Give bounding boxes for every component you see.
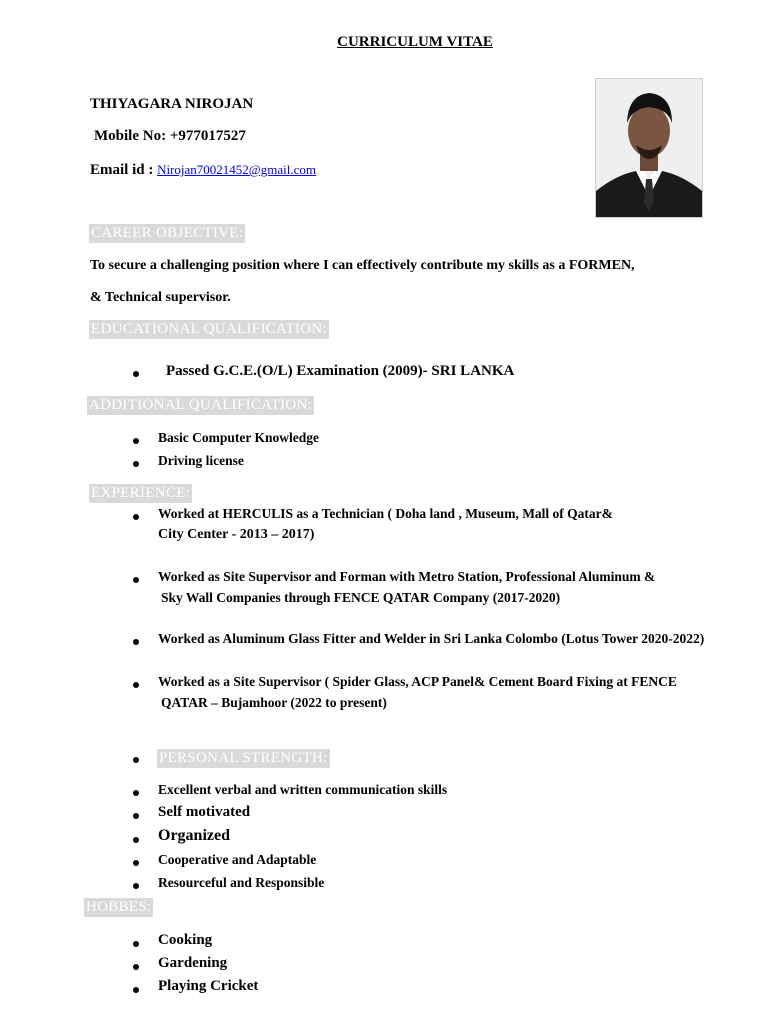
strength-item: Resourceful and Responsible <box>158 875 325 890</box>
section-hobbies: HOBBES: <box>86 899 152 915</box>
mobile-number: Mobile No: +977017527 <box>94 128 246 144</box>
section-additional: ADDITIONAL QUALIFICATION: <box>89 397 313 413</box>
strength-item: Cooperative and Adaptable <box>158 852 317 867</box>
strength-item: Self motivated <box>158 804 251 820</box>
experience-item-4-line2: QATAR – Bujamhoor (2022 to present) <box>161 695 387 710</box>
experience-item-1-line1: Worked at HERCULIS as a Technician ( Doha land , Museum, Mall of Qatar& <box>158 506 613 521</box>
experience-item-2-line1: Worked as Site Supervisor and Forman with Metro Station, Professional Aluminum & <box>158 569 656 584</box>
bullet <box>133 682 139 688</box>
bullet <box>133 813 139 819</box>
hobby-item: Cooking <box>158 932 213 948</box>
bullet <box>133 514 139 520</box>
bullet <box>133 790 139 796</box>
bullet <box>133 883 139 889</box>
bullet <box>133 461 139 467</box>
additional-item: Basic Computer Knowledge <box>158 430 319 445</box>
bullet <box>133 941 139 947</box>
section-experience: EXPERIENCE: <box>91 485 191 501</box>
experience-item-2-line2: Sky Wall Companies through FENCE QATAR Company (2017-2020) <box>161 590 561 605</box>
bullet <box>133 837 139 843</box>
profile-photo-icon <box>596 79 702 217</box>
hobby-item: Playing Cricket <box>158 978 259 994</box>
bullet <box>133 964 139 970</box>
email-row <box>90 162 316 179</box>
bullet <box>133 639 139 645</box>
bullet <box>133 438 139 444</box>
experience-item-4-line1: Worked as a Site Supervisor ( Spider Glass, ACP Panel& Cement Board Fixing at FENCE <box>158 674 677 689</box>
candidate-name: THIYAGARA NIROJAN <box>90 96 254 112</box>
strength-item: Excellent verbal and written communication skills <box>158 782 448 797</box>
section-career-objective: CAREER OBJECTIVE: <box>91 225 244 241</box>
bullet <box>133 577 139 583</box>
career-line-1: To secure a challenging position where I can effectively contribute my skills as a FORMEN, <box>90 258 635 273</box>
email-link[interactable]: Nirojan70021452@gmail.com <box>157 162 317 177</box>
strength-item: Organized <box>158 827 230 844</box>
career-line-2: & Technical supervisor. <box>90 290 231 305</box>
bullet <box>133 987 139 993</box>
experience-item-1-line2: City Center - 2013 – 2017) <box>158 527 315 542</box>
hobby-item: Gardening <box>158 955 228 971</box>
section-education: EDUCATIONAL QUALIFICATION: <box>91 321 327 337</box>
cv-title: CURRICULUM VITAE <box>337 34 493 50</box>
bullet <box>133 371 139 377</box>
profile-photo <box>595 78 703 218</box>
experience-item-3-line1: Worked as Aluminum Glass Fitter and Welder in Sri Lanka Colombo (Lotus Tower 2020-2022) <box>158 631 705 646</box>
education-item: Passed G.C.E.(O/L) Examination (2009)- SRI LANKA <box>166 363 515 379</box>
email-label: Email id : <box>90 162 158 178</box>
additional-item: Driving license <box>158 453 244 468</box>
bullet <box>133 860 139 866</box>
section-personal-strength: PERSONAL STRENGTH: <box>159 750 328 766</box>
bullet <box>133 757 139 763</box>
